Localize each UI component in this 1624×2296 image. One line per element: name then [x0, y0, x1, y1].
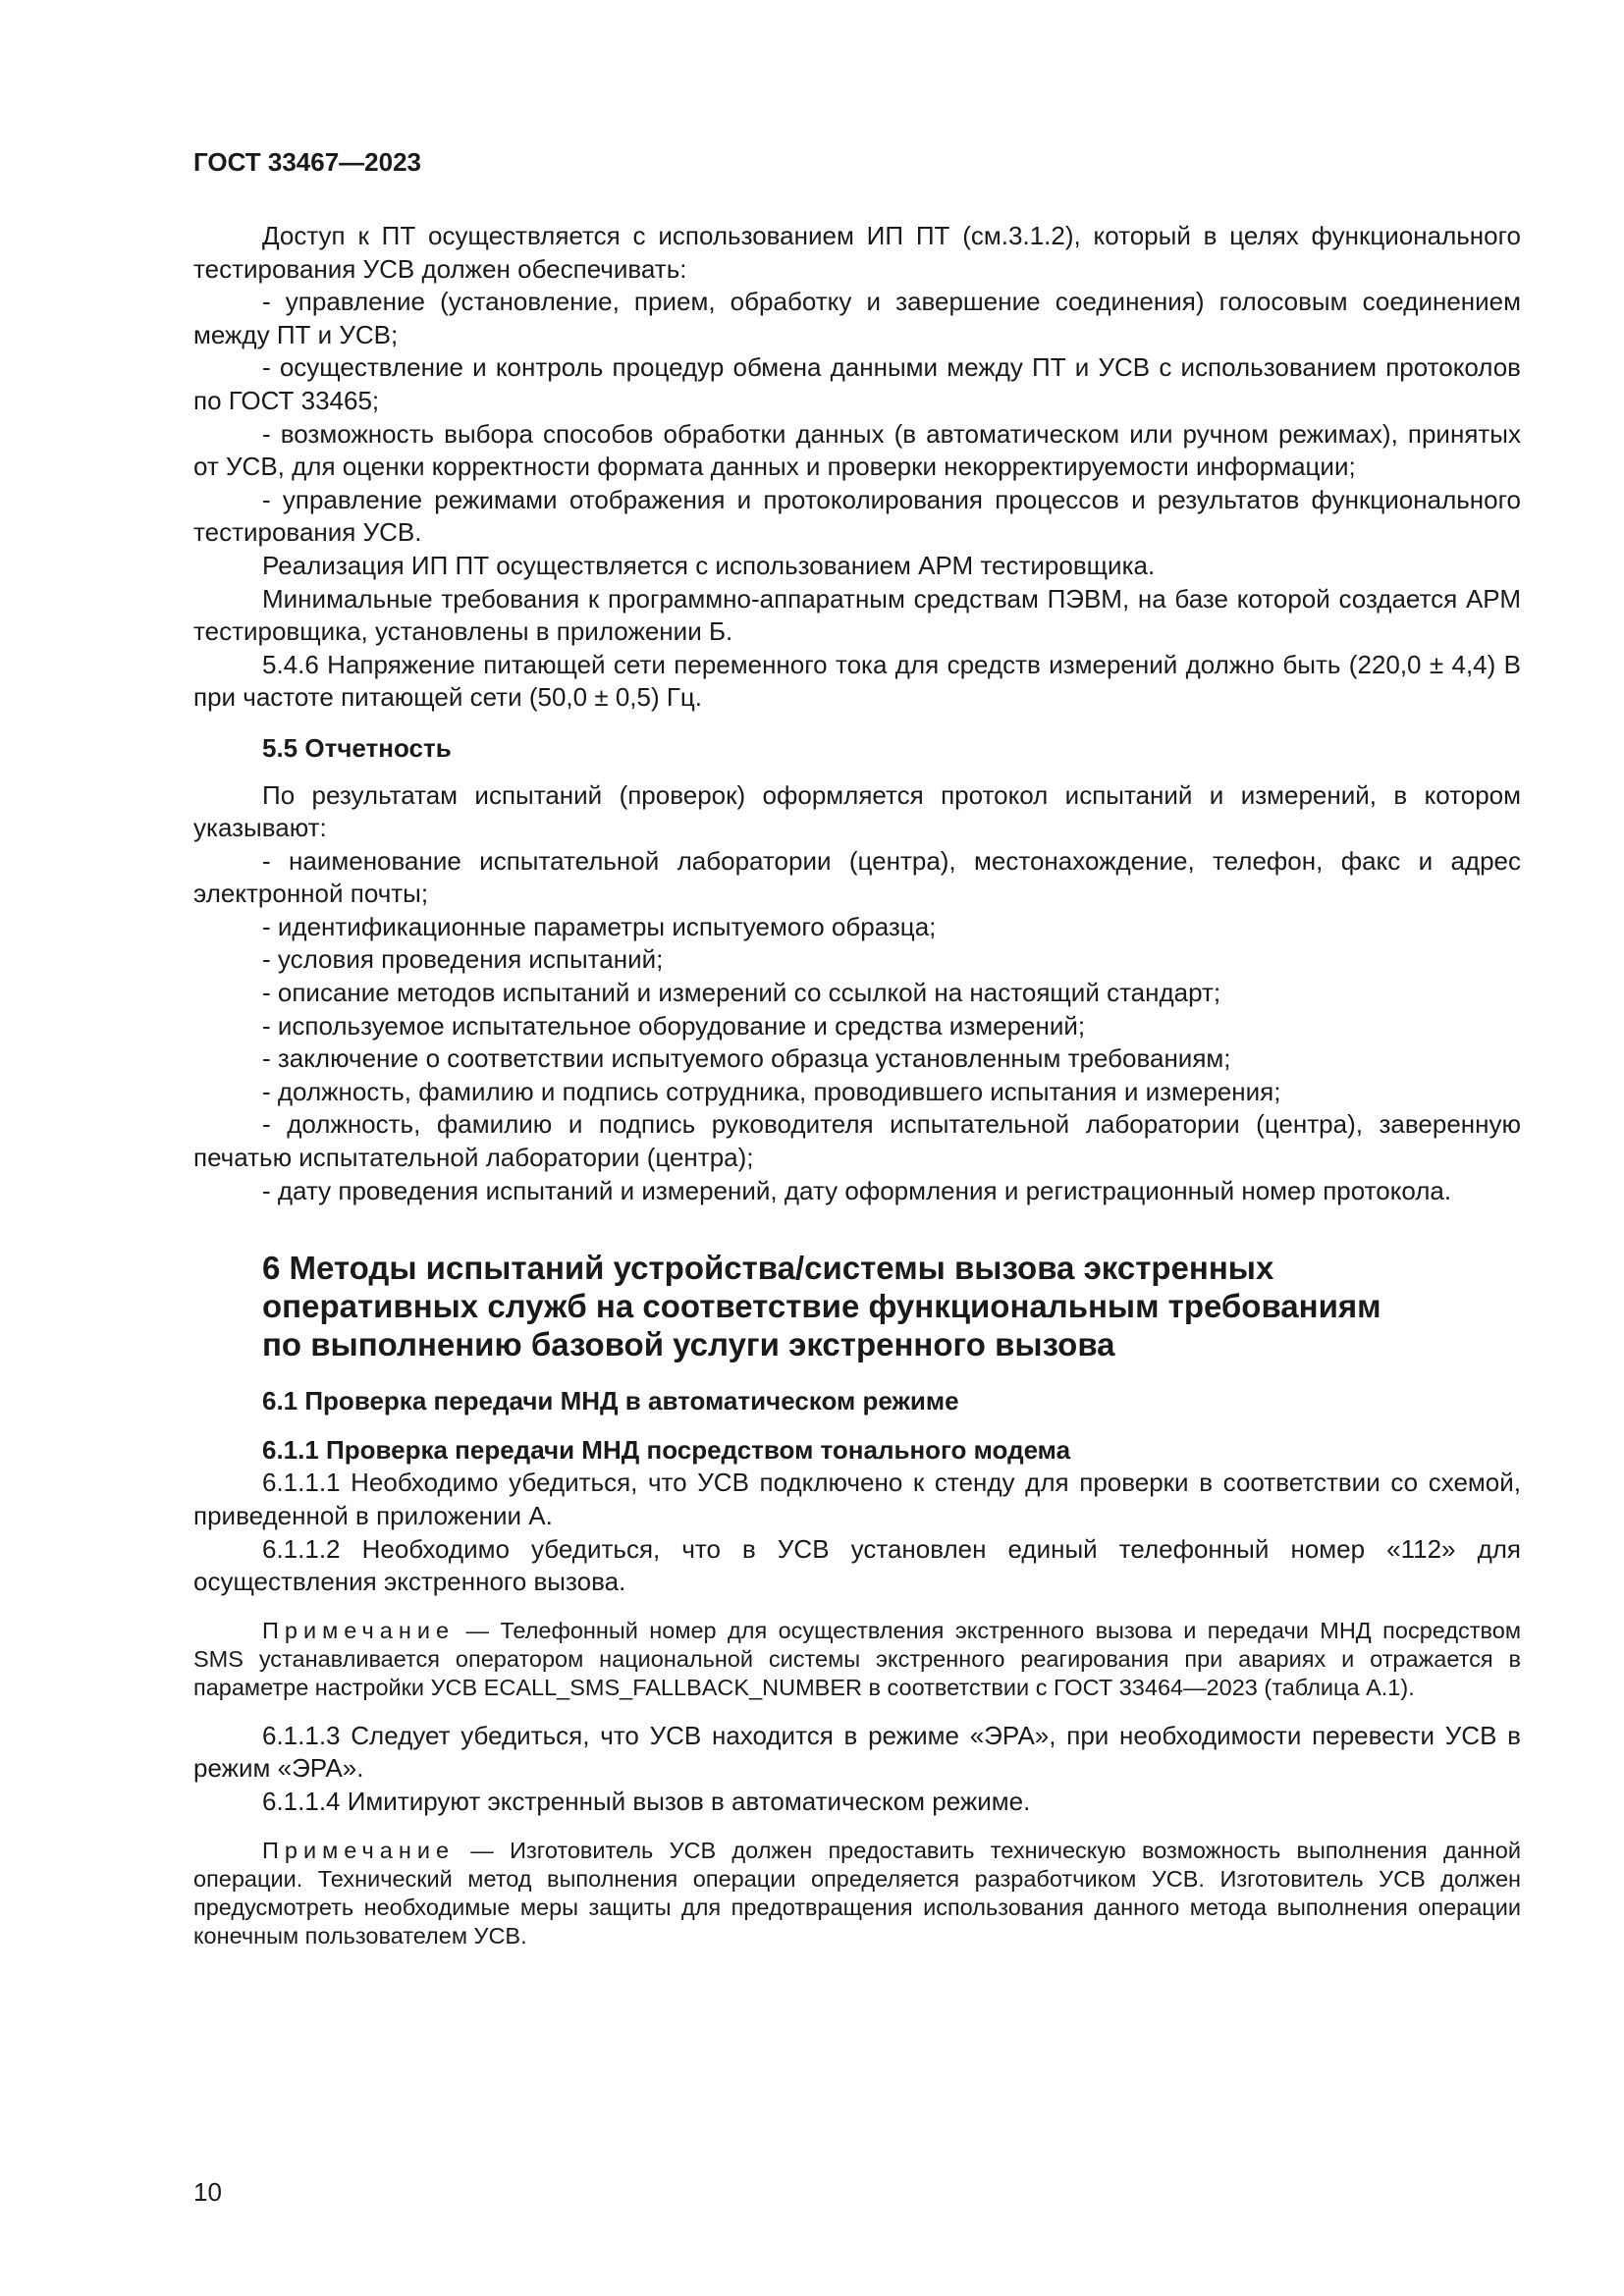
list-item: - управление режимами отображения и протоколирования процессов и результатов функционального тестирования УСВ. [193, 484, 1521, 548]
paragraph: 6.1.1.2 Необходимо убедиться, что в УСВ установлен единый телефонный номер «112» для осуществления экстренного вызова. [193, 1533, 1521, 1597]
list-item: - управление (установление, прием, обработку и завершение соединения) голосовым соединением между ПТ и УСВ; [193, 287, 1521, 349]
note [193, 1837, 1521, 1950]
list-item: - осуществление и контроль процедур обмена данными между ПТ и УСВ с использованием протоколов по ГОСТ 33465; [193, 352, 1521, 415]
section-heading-6-line: по выполнению базовой услуги экстренного вызова [262, 1326, 1115, 1363]
paragraph: 6.1.1.1 Необходимо убедиться, что УСВ подключено к стенду для проверки в соответствии со схемой, приведенной в приложении А. [193, 1468, 1521, 1530]
note-text: — Изготовитель УСВ должен предоставить техническую возможность выполнения данной операции. Технический метод выполнения операции определяется разработчиком УСВ. Изготовитель УСВ должен предусмотреть необходимые меры защиты для предотвращения использования данного метода выполнения операции конечным пользователем УСВ. [193, 1837, 1521, 1949]
section-heading-5-5: 5.5 Отчетность [262, 732, 452, 763]
section-heading-6-1-1: 6.1.1 Проверка передачи МНД посредством тонального модема [262, 1434, 1071, 1465]
note-label: Примечание [262, 1617, 456, 1643]
list-item: - должность, фамилию и подпись руководителя испытательной лаборатории (центра), заверенную печатью испытательной лаборатории (центра); [193, 1109, 1521, 1173]
list-item: - возможность выбора способов обработки данных (в автоматическом или ручном режимах), принятых от УСВ, для оценки корректности формата данных и проверки некорректируемости информации; [193, 418, 1521, 482]
paragraph: 6.1.1.4 Имитируют экстренный вызов в автоматическом режиме. [262, 1786, 1031, 1816]
section-heading-6-line: 6 Методы испытаний устройства/системы вызова экстренных [262, 1250, 1274, 1287]
paragraph: По результатам испытаний (проверок) оформляется протокол испытаний и измерений, в котором указывают: [193, 779, 1521, 843]
list-item: - наименование испытательной лаборатории (центра), местонахождение, телефон, факс и адрес электронной почты; [193, 845, 1521, 909]
section-heading-6-1: 6.1 Проверка передачи МНД в автоматическом режиме [262, 1386, 959, 1416]
section-heading-6-line: оперативных служб на соответствие функциональным требованиям [262, 1288, 1381, 1325]
list-item: - должность, фамилию и подпись сотрудника, проводившего испытания и измерения; [262, 1076, 1281, 1106]
paragraph: Реализация ИП ПТ осуществляется с использованием АРМ тестировщика. [262, 550, 1156, 580]
document-header: ГОСТ 33467—2023 [193, 147, 421, 177]
note-label: Примечание [262, 1837, 456, 1863]
paragraph: Доступ к ПТ осуществляется с использованием ИП ПТ (см.3.1.2), который в целях функционального тестирования УСВ должен обеспечивать: [193, 221, 1521, 284]
list-item: - идентификационные параметры испытуемого образца; [262, 911, 937, 941]
list-item: - условия проведения испытаний; [262, 944, 664, 975]
list-item: - описание методов испытаний и измерений со ссылкой на настоящий стандарт; [262, 978, 1221, 1008]
list-item: - заключение о соответствии испытуемого образца установленным требованиям; [262, 1043, 1231, 1074]
paragraph: Минимальные требования к программно-аппаратным средствам ПЭВМ, на базе которой создается АРМ тестировщика, установлены в приложении Б. [193, 583, 1521, 647]
page-number: 10 [193, 2177, 222, 2207]
list-item: - используемое испытательное оборудование и средства измерений; [262, 1010, 1086, 1041]
main-text-column [193, 220, 1521, 1968]
section-heading-6 [193, 1249, 1521, 1363]
paragraph: 6.1.1.3 Следует убедиться, что УСВ находится в режиме «ЭРА», при необходимости перевести УСВ в режим «ЭРА». [193, 1720, 1521, 1784]
note [193, 1617, 1521, 1702]
paragraph: 5.4.6 Напряжение питающей сети переменного тока для средств измерений должно быть (220,0 ± 4,4) В при частоте питающей сети (50,0 ± 0,5) Гц. [193, 649, 1521, 713]
list-item: - дату проведения испытаний и измерений, дату оформления и регистрационный номер протокола. [262, 1175, 1452, 1205]
note-text: — Телефонный номер для осуществления экстренного вызова и передачи МНД посредством SMS устанавливается оператором национальной системы экстренного реагирования при авариях и отражается в параметре настройки УСВ ECALL_SMS_FALLBACK_NUMBER в соответствии с ГОСТ 33464—2023 (таблица А.1). [193, 1617, 1521, 1700]
